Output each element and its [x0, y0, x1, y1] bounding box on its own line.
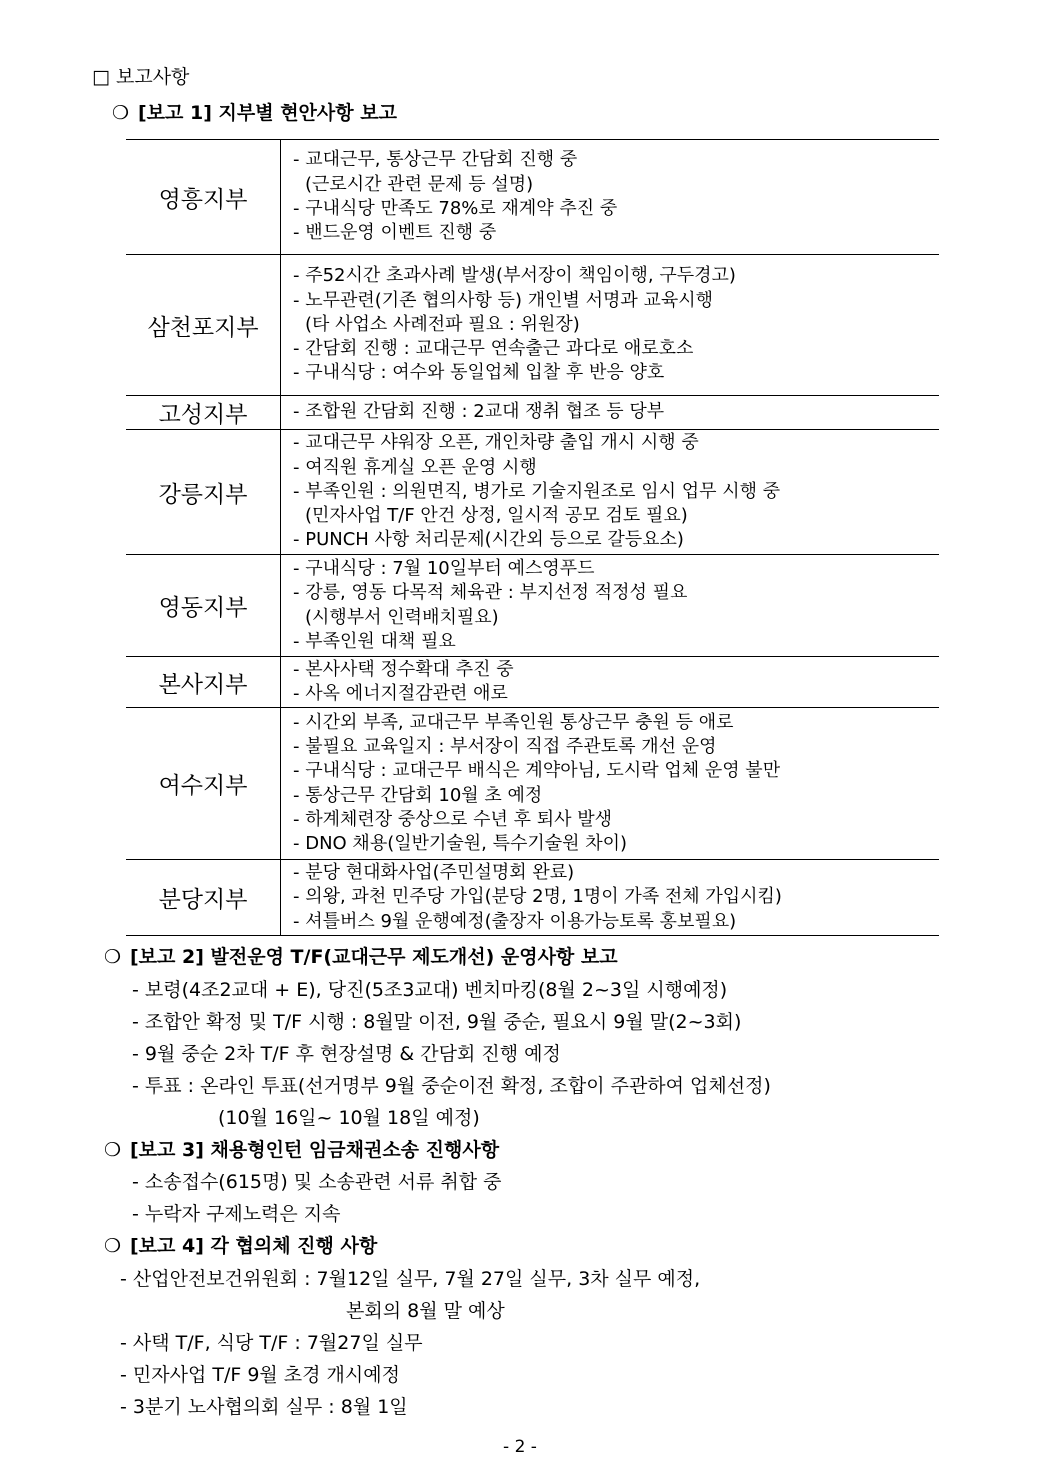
list-item: - 강릉, 영동 다목적 체육관 : 부지선정 적정성 필요 — [293, 582, 688, 604]
table-row — [126, 140, 939, 255]
branch-name: 본사지부 — [126, 657, 281, 708]
report2-line: - 투표 : 온라인 투표(선거명부 9월 중순이전 확정, 조합이 주관하여 업체선정) — [132, 1075, 771, 1097]
circle-bullet-icon: ❍ — [104, 1139, 122, 1161]
report3-line: - 누락자 구제노력은 지속 — [132, 1203, 341, 1225]
list-item: - 통상근무 간담회 10월 초 예정 — [293, 784, 543, 806]
branch-items — [281, 708, 940, 860]
branch-name: 강릉지부 — [126, 430, 281, 555]
list-item: (민자사업 T/F 안건 상정, 일시적 공모 검토 필요) — [305, 505, 688, 527]
report4-line: - 사택 T/F, 식당 T/F : 7월27일 실무 — [120, 1332, 423, 1354]
list-item: - 하계체련장 중상으로 수년 후 퇴사 발생 — [293, 808, 613, 830]
report4-heading: [보고 4] 각 협의체 진행 사항 — [130, 1235, 378, 1257]
report2-heading: [보고 2] 발전운영 T/F(교대근무 제도개선) 운영사항 보고 — [130, 946, 618, 968]
table-row — [126, 430, 939, 555]
report4-line: - 산업안전보건위원회 : 7월12일 실무, 7월 27일 실무, 3차 실무 예정, — [120, 1268, 701, 1290]
table-row — [126, 255, 939, 396]
list-item: - 시간외 부족, 교대근무 부족인원 통상근무 충원 등 애로 — [293, 711, 734, 733]
list-item: - 주52시간 초과사례 발생(부서장이 책임이행, 구두경고) — [293, 265, 736, 287]
list-item: - 분당 현대화사업(주민설명회 완료) — [293, 862, 575, 884]
report2-line: - 조합안 확정 및 T/F 시행 : 8월말 이전, 9월 중순, 필요시 9월 말(2~3회) — [132, 1011, 742, 1033]
branch-items — [281, 657, 940, 708]
branch-items — [281, 430, 940, 555]
list-item: - PUNCH 사항 처리문제(시간외 등으로 갈등요소) — [293, 529, 684, 551]
report2-line: - 9월 중순 2차 T/F 후 현장설명 & 간담회 진행 예정 — [132, 1043, 561, 1065]
branch-issues-table — [126, 139, 939, 936]
branch-items — [281, 396, 940, 430]
list-item: - DNO 채용(일반기술원, 특수기술원 차이) — [293, 833, 628, 855]
list-item: (근로시간 관련 문제 등 설명) — [305, 173, 534, 195]
list-item: - 불필요 교육일지 : 부서장이 직접 주관토록 개선 운영 — [293, 735, 717, 757]
list-item: (시행부서 인력배치필요) — [305, 606, 499, 628]
branch-name: 고성지부 — [126, 396, 281, 430]
page-number: - 2 - — [503, 1437, 537, 1457]
list-item: - 노무관련(기존 협의사항 등) 개인별 서명과 교육시행 — [293, 289, 714, 311]
circle-bullet-icon: ❍ — [112, 102, 130, 124]
report4-heading-row — [104, 1231, 377, 1258]
list-item: - 여직원 휴게실 오픈 운영 시행 — [293, 456, 537, 478]
list-item: - 구내식당 : 여수와 동일업체 입찰 후 반응 양호 — [293, 362, 665, 384]
list-item: - 교대근무 샤워장 오픈, 개인차량 출입 개시 시행 중 — [293, 432, 699, 454]
list-item: - 부족인원 : 의원면직, 병가로 기술지원조로 임시 업무 시행 중 — [293, 480, 781, 502]
list-item: - 간담회 진행 : 교대근무 연속출근 과다로 애로호소 — [293, 338, 694, 360]
report3-heading: [보고 3] 채용형인턴 임금채권소송 진행사항 — [130, 1139, 500, 1161]
branch-name: 영동지부 — [126, 555, 281, 657]
list-item: - 밴드운영 이벤트 진행 중 — [293, 222, 497, 244]
list-item: - 셔틀버스 9월 운행예정(출장자 이용가능토록 홍보필요) — [293, 910, 737, 932]
list-item: - 본사사택 정수확대 추진 중 — [293, 658, 514, 680]
branch-name: 삼천포지부 — [126, 255, 281, 396]
list-item: (타 사업소 사례전파 필요 : 위원장) — [305, 313, 580, 335]
circle-bullet-icon: ❍ — [104, 946, 122, 968]
report2-heading-row — [104, 942, 618, 969]
report3-heading-row — [104, 1135, 499, 1162]
list-item: - 구내식당 : 교대근무 배식은 계약아님, 도시락 업체 운영 불만 — [293, 760, 781, 782]
list-item: - 부족인원 대책 필요 — [293, 630, 456, 652]
report4-line: - 민자사업 T/F 9월 초경 개시예정 — [120, 1364, 400, 1386]
branch-name: 영흥지부 — [126, 140, 281, 255]
list-item: - 교대근무, 통상근무 간담회 진행 중 — [293, 149, 578, 171]
table-row — [126, 708, 939, 860]
branch-name: 여수지부 — [126, 708, 281, 860]
report2-line: - 보령(4조2교대 + E), 당진(5조3교대) 벤치마킹(8월 2~3일 시행예정) — [132, 979, 728, 1001]
branch-items — [281, 555, 940, 657]
list-item: - 구내식당 : 7월 10일부터 예스영푸드 — [293, 557, 595, 579]
table-row — [126, 860, 939, 936]
report2-line: (10월 16일~ 10월 18일 예정) — [218, 1107, 480, 1129]
list-item: - 의왕, 과천 민주당 가입(분당 2명, 1명이 가족 전체 가입시킴) — [293, 886, 782, 908]
list-item: - 사옥 에너지절감관련 애로 — [293, 683, 508, 704]
branch-items — [281, 860, 940, 936]
report3-line: - 소송접수(615명) 및 소송관련 서류 취합 중 — [132, 1171, 502, 1193]
branch-items — [281, 255, 940, 396]
list-item: - 구내식당 만족도 78%로 재계약 추진 중 — [293, 198, 618, 219]
list-item: - 조합원 간담회 진행 : 2교대 쟁취 협조 등 당부 — [293, 401, 665, 423]
circle-bullet-icon: ❍ — [104, 1235, 122, 1257]
report4-line: 본회의 8월 말 예상 — [346, 1300, 505, 1322]
section-title: □ 보고사항 — [92, 66, 190, 88]
table-row — [126, 396, 939, 430]
table-row — [126, 657, 939, 708]
branch-items — [281, 140, 940, 255]
report1-heading-row — [112, 98, 397, 125]
report4-line: - 3분기 노사협의회 실무 : 8월 1일 — [120, 1396, 408, 1418]
branch-name: 분당지부 — [126, 860, 281, 936]
report1-heading: [보고 1] 지부별 현안사항 보고 — [138, 102, 397, 124]
table-row — [126, 555, 939, 657]
